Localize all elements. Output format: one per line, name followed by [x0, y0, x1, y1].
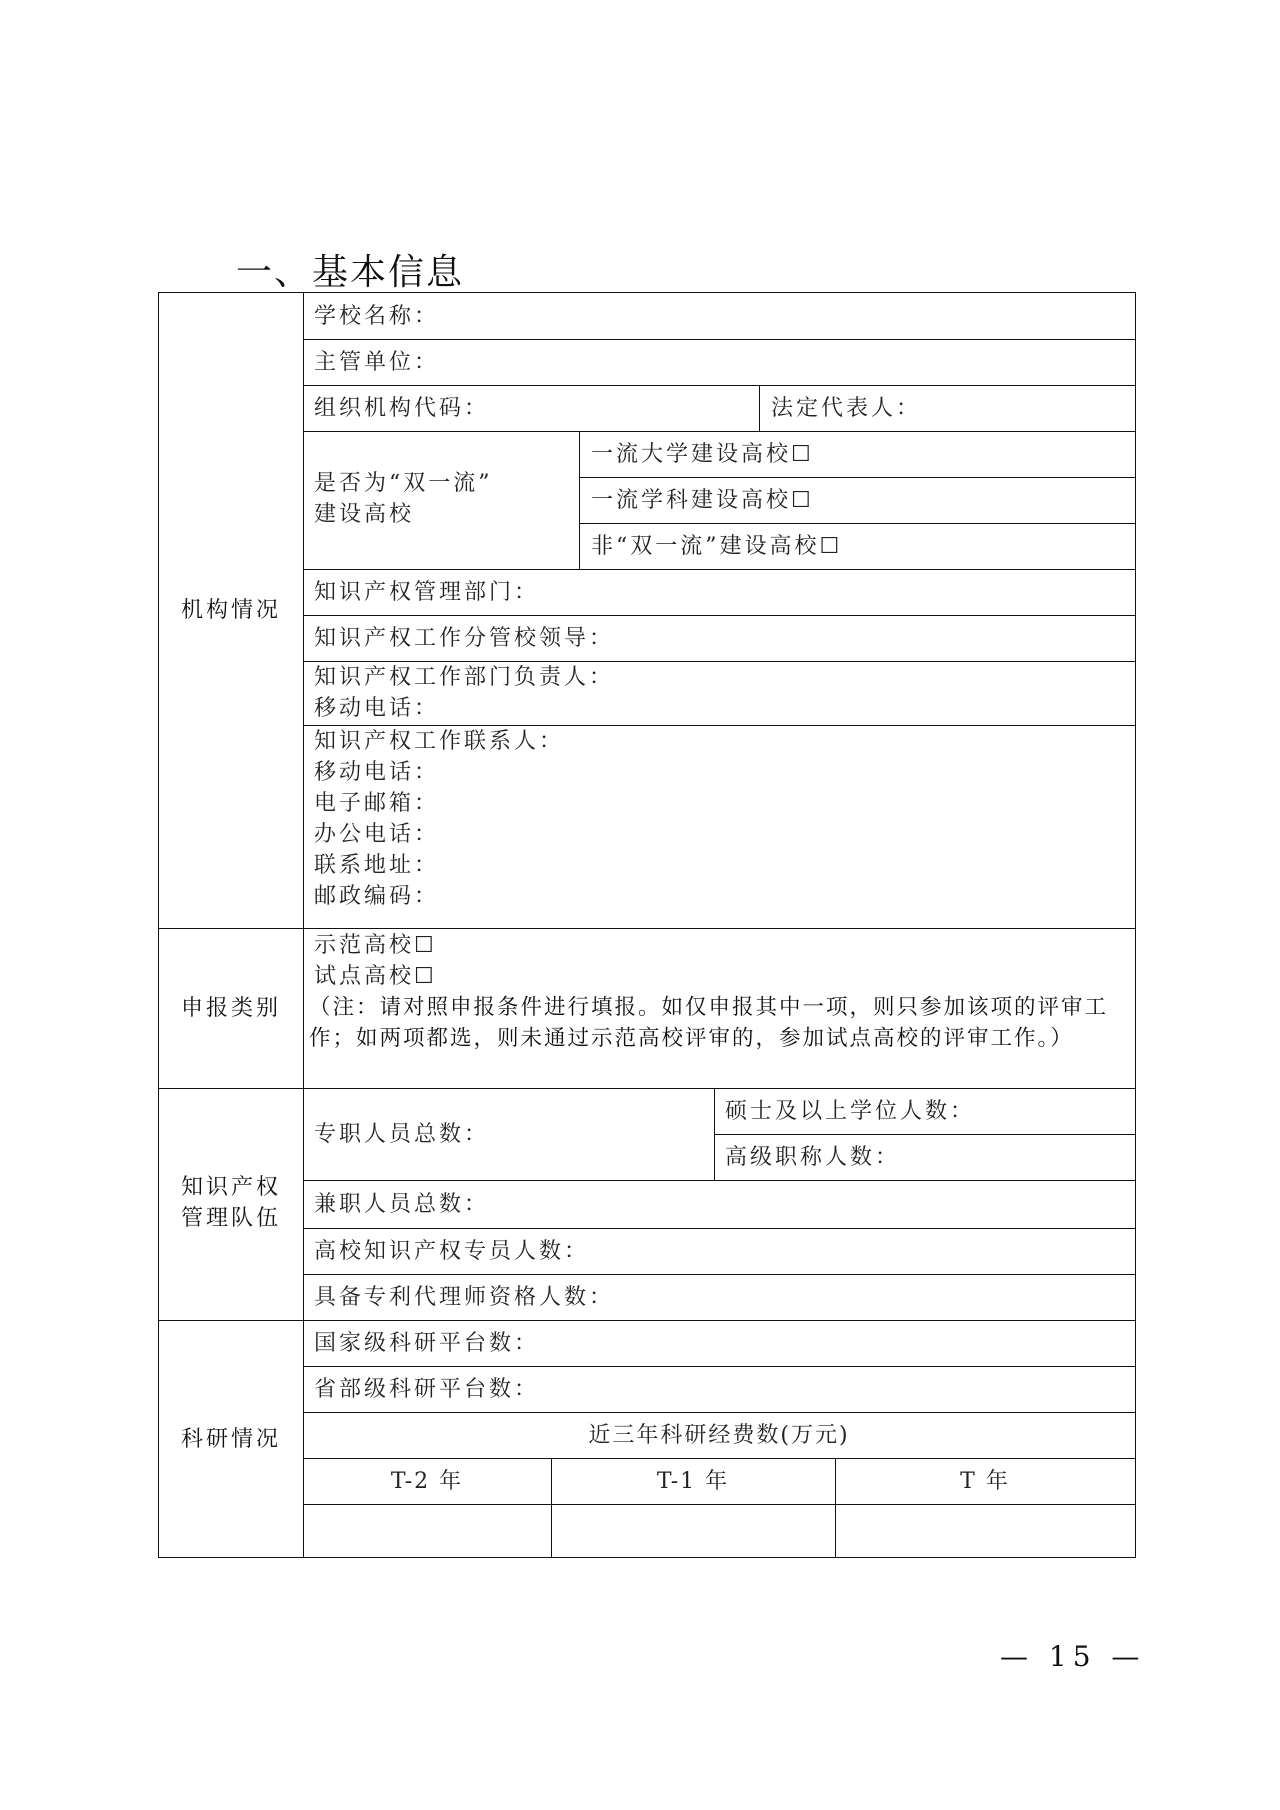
legal-rep-field[interactable]: 法定代表人：	[771, 396, 922, 421]
ip-specialists-field[interactable]: 高校知识产权专员人数：	[314, 1239, 590, 1264]
year-header-t-minus-1: T-1 年	[656, 1469, 730, 1494]
masters-count-field[interactable]: 硕士及以上学位人数：	[725, 1099, 976, 1124]
section-label-category: 申报类别	[180, 996, 281, 1021]
double-first-label-1: 是否为“双一流”	[314, 471, 493, 496]
senior-title-count-field[interactable]: 高级职称人数：	[725, 1145, 901, 1170]
page-number: — 15 —	[1000, 1640, 1146, 1673]
double-first-label-2: 建设高校	[314, 502, 415, 527]
parttime-total-field[interactable]: 兼职人员总数：	[314, 1192, 490, 1217]
ip-dept-field[interactable]: 知识产权管理部门：	[314, 580, 540, 605]
supervisor-field[interactable]: 主管单位：	[314, 350, 440, 375]
option-first-class-university[interactable]: 一流大学建设高校☐	[591, 442, 814, 467]
option-non-double-first[interactable]: 非“双一流”建设高校☐	[591, 534, 843, 559]
ip-head-phone-field[interactable]: 移动电话：	[314, 696, 440, 721]
contact-person-field[interactable]: 知识产权工作联系人：	[314, 729, 565, 754]
contact-email-field[interactable]: 电子邮箱：	[314, 791, 440, 816]
national-platforms-field[interactable]: 国家级科研平台数：	[314, 1331, 540, 1356]
option-pilot-school[interactable]: 试点高校☐	[314, 964, 437, 989]
funding-cell-t-minus-2[interactable]	[303, 1504, 551, 1557]
provincial-platforms-field[interactable]: 省部级科研平台数：	[314, 1377, 540, 1402]
year-header-t: T 年	[960, 1469, 1010, 1494]
patent-agents-field[interactable]: 具备专利代理师资格人数：	[314, 1285, 615, 1310]
ip-leader-field[interactable]: 知识产权工作分管校领导：	[314, 626, 615, 651]
section-label-team-1: 知识产权	[180, 1175, 281, 1200]
contact-mobile-field[interactable]: 移动电话：	[314, 760, 440, 785]
basic-info-form	[158, 292, 1136, 1558]
contact-address-field[interactable]: 联系地址：	[314, 853, 440, 878]
section-label-institution: 机构情况	[180, 598, 281, 623]
section-label-team-2: 管理队伍	[180, 1206, 281, 1231]
funding-title: 近三年科研经费数(万元)	[588, 1423, 850, 1448]
ip-head-field[interactable]: 知识产权工作部门负责人：	[314, 665, 615, 690]
category-note: （注：请对照申报条件进行填报。如仅申报其中一项，则只参加该项的评审工作；如两项都选，则未通过示范高校评审的，参加试点高校的评审工作。）	[309, 995, 1109, 1051]
contact-postcode-field[interactable]: 邮政编码：	[314, 884, 440, 909]
option-demo-school[interactable]: 示范高校☐	[314, 933, 437, 958]
year-header-t-minus-2: T-2 年	[390, 1469, 464, 1494]
org-code-field[interactable]: 组织机构代码：	[314, 396, 490, 421]
option-first-class-discipline[interactable]: 一流学科建设高校☐	[591, 488, 814, 513]
funding-cell-t[interactable]	[835, 1504, 1135, 1557]
fulltime-total-field[interactable]: 专职人员总数：	[314, 1122, 490, 1147]
funding-cell-t-minus-1[interactable]	[551, 1504, 835, 1557]
section-label-research: 科研情况	[180, 1427, 281, 1452]
school-name-field[interactable]: 学校名称：	[314, 304, 440, 329]
contact-office-phone-field[interactable]: 办公电话：	[314, 822, 440, 847]
section-heading: 一、基本信息	[236, 252, 465, 293]
